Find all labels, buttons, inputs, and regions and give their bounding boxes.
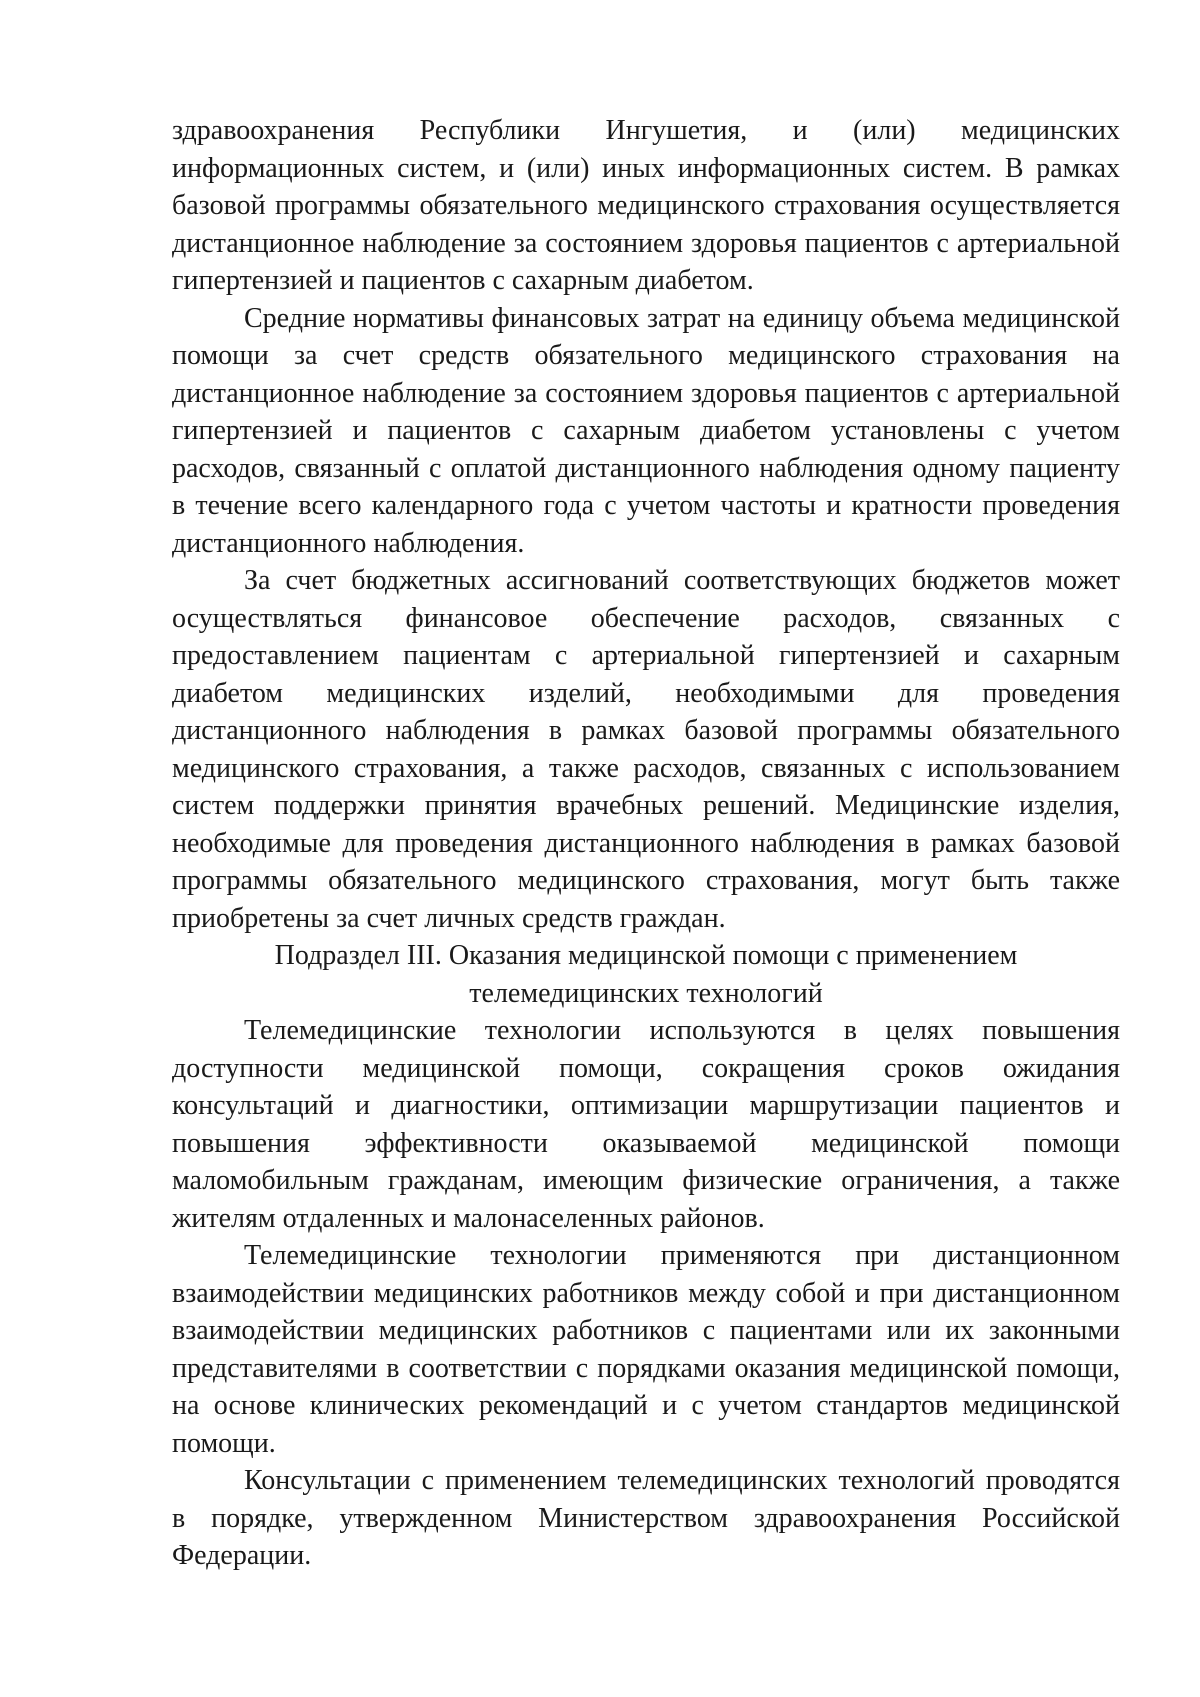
paragraph-telemedicine-purpose: Телемедицинские технологии используются в целях повышения доступности медицинской помощи, сокращения сроков ожидания консультаций и диагностики, оптимизации маршрутизации пациентов и повышения эффективности оказываемой медицинской помощи маломобильным гражданам, имеющим физические ограничения, а также жителям отдаленных и малонаселенных районов. — [172, 1015, 1120, 1234]
paragraph-financing-norms: Средние нормативы финансовых затрат на единицу объема медицинской помощи за счет средств обязательного медицинского страхования на дистанционное наблюдение за состоянием здоровья пациентов с артериальной гипертензией и пациентов с сахарным диабетом установлены с учетом расходов, связанный с оплатой дистанционного наблюдения одному пациенту в течение всего календарного года с учетом частоты и кратности проведения дистанционного наблюдения. — [172, 302, 1120, 559]
paragraph-telemedicine-application: Телемедицинские технологии применяются при дистанционном взаимодействии медицинских работников между собой и при дистанционном взаимодействии медицинских работников с пациентами или их законными представителями в соответствии с порядками оказания медицинской помощи, на основе клинических рекомендаций и с учетом стандартов медицинской помощи. — [172, 1240, 1120, 1459]
paragraph-consultations: Консультации с применением телемедицинских технологий проводятся в порядке, утвержденном Министерством здравоохранения Российской Федерации. — [172, 1465, 1120, 1571]
section-heading: Подраздел III. Оказания медицинской помощи с применением телемедицинских технологий — [274, 940, 1018, 1009]
paragraph-continuation: здравоохранения Республики Ингушетия, и (или) медицинских информационных систем, и (или) иных информационных систем. В рамках базовой программы обязательного медицинского страхования осуществляется дистанционное наблюдение за состоянием здоровья пациентов с артериальной гипертензией и пациентов с сахарным диабетом. — [172, 115, 1120, 296]
document-body — [172, 112, 1120, 1575]
paragraph-budget-allocations: За счет бюджетных ассигнований соответствующих бюджетов может осуществляться финансовое обеспечение расходов, связанных с предоставлением пациентам с артериальной гипертензией и сахарным диабетом медицинских изделий, необходимыми для проведения дистанционного наблюдения в рамках базовой программы обязательного медицинского страхования, а также расходов, связанных с использованием систем поддержки принятия врачебных решений. Медицинские изделия, необходимые для проведения дистанционного наблюдения в рамках базовой программы обязательного медицинского страхования, могут быть также приобретены за счет личных средств граждан. — [172, 565, 1120, 934]
